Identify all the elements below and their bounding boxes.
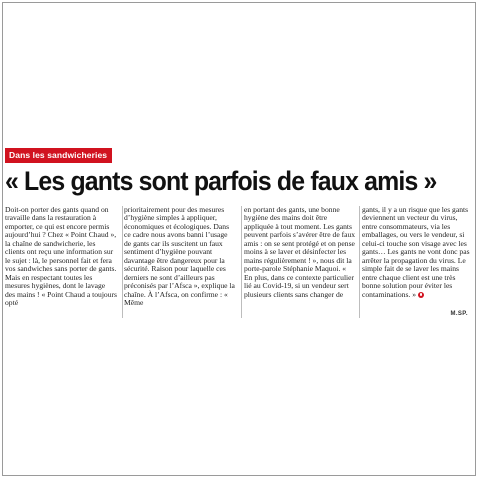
end-dot-icon bbox=[418, 292, 424, 298]
body-text-2: prioritairement pour des mesures d’hygiène simples à appliquer, économiques et écologiques. Dans ce cadre nous avons banni l’usage de gants car ils suscitent un faux sentiment d’hygiène pouvant davantage être dangereux pour la sécurité. Raison pour laquelle ces derniers ne sont d’ailleurs pas préconisés par l’Afsca », explique la chaîne. À l’Afsca, on confirme : « Même bbox=[124, 206, 235, 307]
article-headline: « Les gants sont parfois de faux amis » bbox=[5, 166, 437, 196]
body-column-2 bbox=[124, 206, 236, 318]
body-text-1: Doit-on porter des gants quand on travaille dans la restauration à emporter, ce qui est encore permis aujourd’hui ? Chez « Point Chaud », la chaîne de sandwicherie, les clients ont reçu une information sur le sujet : là, le personnel fait et fera vos sandwiches sans porter de gants. Mais en respectant toutes les mesures hygiènes, dont le lavage des mains ! « Point Chaud a toujours opté bbox=[5, 206, 117, 307]
column-divider bbox=[122, 206, 123, 318]
body-column-3 bbox=[244, 206, 356, 318]
column-divider bbox=[241, 206, 242, 318]
column-divider bbox=[359, 206, 360, 318]
body-text-4-content: gants, il y a un risque que les gants deviennent un vecteur du virus, entre consommateurs, via les emballages, ou vers le vendeur, si celui-ci touche son visage avec les gants… Les gants ne vont donc pas arrêter la propagation du virus. Le simple fait de se laver les mains entre chaque client est une très bonne solution pour éviter les contaminations. » bbox=[362, 206, 470, 299]
section-kicker: Dans les sandwicheries bbox=[5, 148, 112, 163]
author-byline: M.SP. bbox=[450, 311, 468, 317]
body-text-4 bbox=[362, 206, 474, 299]
article-body bbox=[5, 206, 475, 318]
body-text-3: en portant des gants, une bonne hygiène des mains doit être appliquée à tout moment. Les gants peuvent parfois s’avérer être de faux amis : on se sent protégé et on pense moins à se laver et désinfecter les mains régulièrement ! », nous dit la porte-parole Stéphanie Maquoi. « En plus, dans ce contexte particulier lié au Covid-19, si un vendeur sert plusieurs clients sans changer de bbox=[244, 206, 356, 299]
body-column-1 bbox=[5, 206, 117, 318]
body-column-4 bbox=[362, 206, 474, 318]
